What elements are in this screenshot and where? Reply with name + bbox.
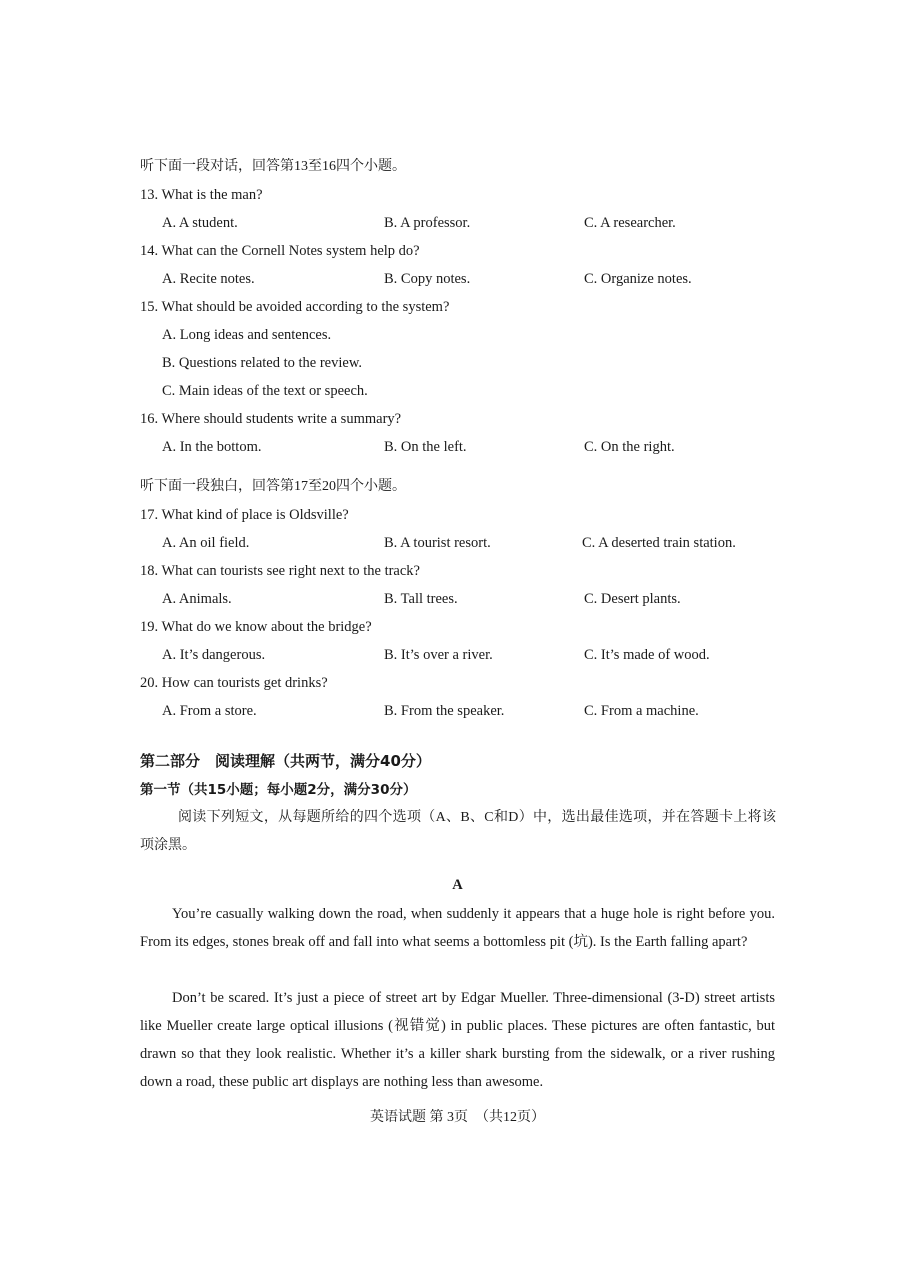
question-14: 14. What can the Cornell Notes system help do? <box>140 243 420 259</box>
question-20: 20. How can tourists get drinks? <box>140 675 328 691</box>
monologue-instruction: 听下面一段独白，回答第17至20四个小题。 <box>140 479 406 494</box>
question-18: 18. What can tourists see right next to the track? <box>140 563 420 579</box>
option-18a: A. Animals. <box>162 591 232 607</box>
question-15: 15. What should be avoided according to the system? <box>140 299 450 315</box>
option-13c: C. A researcher. <box>584 215 676 231</box>
option-15c: C. Main ideas of the text or speech. <box>162 383 368 399</box>
question-19: 19. What do we know about the bridge? <box>140 619 372 635</box>
option-14c: C. Organize notes. <box>584 271 692 287</box>
passage-paragraph-2: Don’t be scared. It’s just a piece of street art by Edgar Mueller. Three-dimensional (3-D) street artists like Mueller create large optical illusions (视错觉) in public places. These pictures are often fantastic, but drawn so that they look realistic. Whether it’s a killer shark bursting from the sidewalk, or a river rushing down a road, these public art displays are nothing less than awesome. <box>140 990 775 1090</box>
reading-directions: 阅读下列短文，从每题所给的四个选项（A、B、C和D）中，选出最佳选项，并在答题卡上将该项涂黑。 <box>140 810 776 853</box>
option-20b: B. From the speaker. <box>384 703 505 719</box>
option-13a: A. A student. <box>162 215 238 231</box>
option-20c: C. From a machine. <box>584 703 699 719</box>
option-18b: B. Tall trees. <box>384 591 458 607</box>
page-footer: 英语试题 第 3页 （共12页） <box>370 1110 545 1125</box>
option-17c: C. A deserted train station. <box>582 535 736 551</box>
option-16c: C. On the right. <box>584 439 675 455</box>
passage-paragraph-1: You’re casually walking down the road, when suddenly it appears that a huge hole is right before you. From its edges, stones break off and fall into what seems a bottomless pit (坑). Is the Earth falling apart? <box>140 906 775 950</box>
option-19a: A. It’s dangerous. <box>162 647 266 663</box>
dialogue-instruction: 听下面一段对话，回答第13至16四个小题。 <box>140 159 406 174</box>
part-title: 第二部分 阅读理解（共两节，满分40分） <box>140 752 431 770</box>
option-14a: A. Recite notes. <box>162 271 255 287</box>
option-19c: C. It’s made of wood. <box>584 647 710 663</box>
option-20a: A. From a store. <box>162 703 257 719</box>
option-13b: B. A professor. <box>384 215 471 231</box>
option-18c: C. Desert plants. <box>584 591 681 607</box>
question-16: 16. Where should students write a summary? <box>140 411 402 427</box>
option-15b: B. Questions related to the review. <box>162 355 362 371</box>
passage-label: A <box>452 877 463 893</box>
option-17a: A. An oil field. <box>162 535 250 551</box>
option-15a: A. Long ideas and sentences. <box>162 327 332 343</box>
option-16a: A. In the bottom. <box>162 439 262 455</box>
question-17: 17. What kind of place is Oldsville? <box>140 507 349 523</box>
option-17b: B. A tourist resort. <box>384 535 491 551</box>
option-14b: B. Copy notes. <box>384 271 471 287</box>
section-title: 第一节（共15小题；每小题2分，满分30分） <box>140 782 417 798</box>
option-19b: B. It’s over a river. <box>384 647 493 663</box>
question-13: 13. What is the man? <box>140 187 263 203</box>
option-16b: B. On the left. <box>384 439 467 455</box>
